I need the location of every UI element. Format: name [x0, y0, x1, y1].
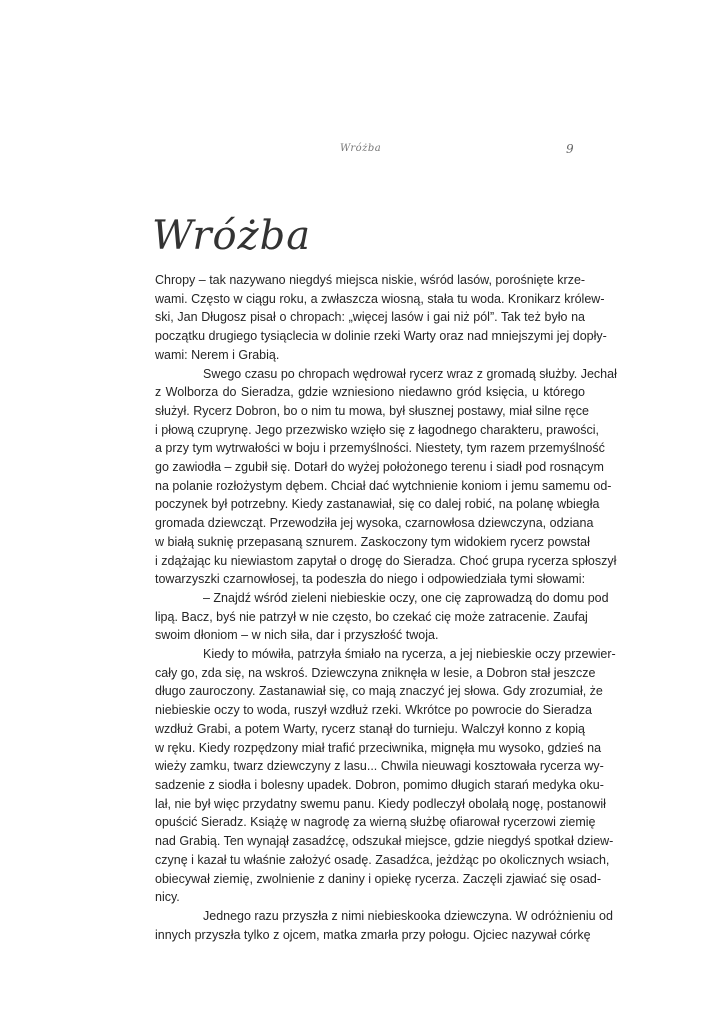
- text-line: innych przyszła tylko z ojcem, matka zmarła przy połogu. Ojciec nazywał córkę: [155, 927, 591, 942]
- text-line: wieży zamku, twarz dziewczyny z lasu... Chwila nieuwagi kosztowała rycerza wy-: [155, 759, 604, 774]
- text-line: wami: Nerem i Grabią.: [155, 347, 280, 362]
- text-line: nad Grabią. Ten wynajął zasadźcę, odszukał miejsce, gdzie niegdyś spotkał dziew-: [155, 834, 614, 849]
- chapter-title: Wróżba: [152, 213, 312, 259]
- text-line: opuścić Sieradz. Książę w nagrodę za wierną służbę ofiarował rycerzowi ziemię: [155, 815, 596, 830]
- text-line: w ręku. Kiedy rozpędzony miał trafić przeciwnika, mignęła mu wysoko, gdzieś na: [155, 740, 602, 755]
- text-line: swoim dłoniom – w nich siła, dar i przyszłość twoja.: [155, 628, 439, 643]
- text-line: – Znajdź wśród zieleni niebieskie oczy, one cię zaprowadzą do domu pod: [203, 590, 609, 605]
- text-line: a przy tym wytrwałości w boju i przemyślności. Niestety, tym razem przemyślność: [155, 441, 605, 456]
- text-line: go zawiodła – zgubił się. Dotarł do wyżej położonego terenu i siadł pod rosnącym: [155, 460, 604, 475]
- text-line: wzdłuż Grabi, a potem Warty, rycerz stanął do turnieju. Walczył konno z kopią: [155, 721, 585, 736]
- text-line: nicy.: [155, 890, 180, 905]
- text-line: sadzenie z siodła i bolesny upadek. Dobron, pomimo długich starań medyka oku-: [155, 777, 604, 792]
- text-line: Kiedy to mówiła, patrzyła śmiało na rycerza, a jej niebieskie oczy przewier-: [203, 647, 616, 662]
- text-line: towarzyszki czarnowłosej, ta podeszła do niego i odpowiedziała tymi słowami:: [155, 572, 586, 587]
- text-line: gromada dziewcząt. Przewodziła jej wysoka, czarnowłosa dziewczyna, odziana: [155, 516, 594, 531]
- text-line: wami. Często w ciągu roku, a zwłaszcza wiosną, stała tu woda. Kronikarz królew-: [155, 291, 605, 306]
- text-line: Jednego razu przyszła z nimi niebieskooka dziewczyna. W odróżnieniu od: [203, 908, 613, 923]
- text-line: cały go, zda się, na wskroś. Dziewczyna zniknęła w lesie, a Dobron stał jeszcze: [155, 665, 596, 680]
- running-head-title: Wróżba: [340, 143, 382, 154]
- text-line: z Wolborza do Sieradza, gdzie wzniesiono niedawno gród księcia, u którego: [155, 385, 585, 400]
- text-line: i zdążając ku niewiastom zapytał o drogę do Sieradza. Choć grupa rycerza spłoszył: [155, 553, 617, 568]
- text-line: w białą suknię przepasaną sznurem. Zaskoczony tym widokiem rycerz powstał: [155, 534, 590, 549]
- text-line: służył. Rycerz Dobron, bo o nim tu mowa, był słusznej postawy, miał silne ręce: [155, 403, 589, 418]
- text-line: Chropy – tak nazywano niegdyś miejsca niskie, wśród lasów, porośnięte krze-: [155, 273, 586, 287]
- text-line: Swego czasu po chropach wędrował rycerz wraz z gromadą służby. Jechał: [203, 366, 617, 381]
- text-line: czynę i kazał tu właśnie założyć osadę. Zasadźca, jeżdżąc po okolicznych wsiach,: [155, 852, 610, 867]
- page-number: 9: [566, 142, 574, 156]
- text-line: lipą. Bacz, byś nie patrzył w nie często, bo czekać cię może zatracenie. Zaufaj: [155, 609, 588, 624]
- text-line: na polanie rozłożystym dębem. Chciał dać wytchnienie koniom i jemu samemu od-: [155, 478, 612, 493]
- text-line: długo zauroczony. Zastanawiał się, co mają znaczyć jej słowa. Gdy zrozumiał, że: [155, 684, 603, 699]
- text-line: lał, nie był więc przydatny swemu panu. Kiedy podleczył obolałą nogę, postanowił: [155, 796, 606, 811]
- text-line: obiecywał ziemię, zwolnienie z daniny i opiekę rycerza. Zaczęli zjawiać się osad-: [155, 871, 602, 886]
- text-line: ski, Jan Długosz pisał o chropach: „więcej lasów i gai niż pól”. Tak też było na: [155, 310, 585, 325]
- chapter-body-text: [155, 271, 617, 944]
- text-line: niebieskie oczy to woda, ruszył wzdłuż rzeki. Wkrótce po powrocie do Sieradza: [155, 703, 592, 718]
- text-line: początku drugiego tysiąclecia w dolinie rzeki Warty oraz nad mniejszymi jej dopły-: [155, 329, 607, 344]
- text-line: poczynek był potrzebny. Kiedy zastanawiał, się co dalej robić, na polanę wbiegła: [155, 497, 600, 512]
- text-line: i płową czuprynę. Jego przezwisko wzięło się z łagodnego charakteru, prawości,: [155, 422, 599, 437]
